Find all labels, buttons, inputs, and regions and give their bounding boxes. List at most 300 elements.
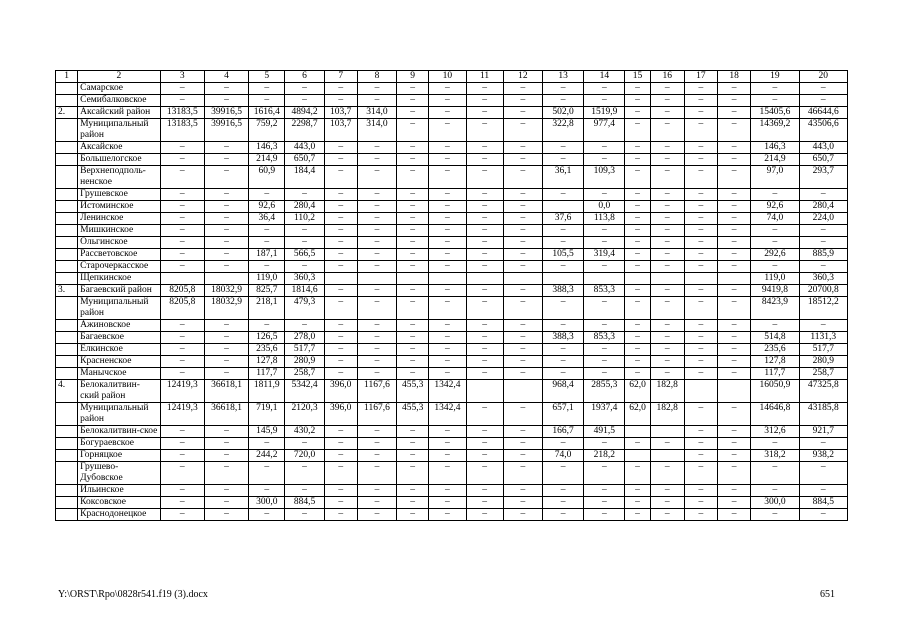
table-cell: 214,9 xyxy=(751,154,799,166)
table-cell: – xyxy=(466,225,503,237)
table-cell: – xyxy=(542,297,583,320)
table-cell: – xyxy=(650,249,684,261)
table-cell: – xyxy=(718,344,751,356)
table-cell: – xyxy=(204,166,248,189)
table-row xyxy=(56,213,848,225)
table-cell: – xyxy=(650,462,684,485)
table-cell: – xyxy=(466,450,503,462)
row-index xyxy=(56,344,78,356)
table-cell: – xyxy=(429,261,466,273)
table-cell: 14646,8 xyxy=(751,403,799,426)
table-cell: 1811,9 xyxy=(249,380,285,403)
table-cell: – xyxy=(466,426,503,438)
table-cell: – xyxy=(285,320,324,332)
table-cell xyxy=(429,273,466,285)
row-index xyxy=(56,332,78,344)
table-cell: 117,7 xyxy=(751,368,799,380)
table-cell xyxy=(650,273,684,285)
table-cell: – xyxy=(625,497,650,509)
table-cell: – xyxy=(584,237,625,249)
column-header: 19 xyxy=(751,71,799,83)
column-header: 9 xyxy=(397,71,429,83)
column-header: 4 xyxy=(204,71,248,83)
table-cell: – xyxy=(718,368,751,380)
table-cell: – xyxy=(625,297,650,320)
table-cell: – xyxy=(503,213,542,225)
table-cell: 39916,5 xyxy=(204,119,248,142)
table-cell: – xyxy=(249,237,285,249)
table-cell: – xyxy=(542,142,583,154)
table-cell: – xyxy=(542,485,583,497)
table-cell: – xyxy=(357,201,396,213)
table-cell: 502,0 xyxy=(542,107,583,119)
column-header: 20 xyxy=(799,71,847,83)
table-cell: – xyxy=(204,368,248,380)
table-cell xyxy=(397,273,429,285)
table-cell: – xyxy=(429,368,466,380)
table-row xyxy=(56,142,848,154)
table-cell: – xyxy=(204,485,248,497)
table-cell: – xyxy=(160,142,204,154)
column-header: 11 xyxy=(466,71,503,83)
table-cell: – xyxy=(751,261,799,273)
table-cell: – xyxy=(160,426,204,438)
table-cell: – xyxy=(357,249,396,261)
table-cell: 1167,6 xyxy=(357,403,396,426)
table-cell: – xyxy=(503,509,542,521)
table-cell: – xyxy=(684,356,717,368)
table-cell: 650,7 xyxy=(799,154,847,166)
table-cell: – xyxy=(650,119,684,142)
table-cell: 126,5 xyxy=(249,332,285,344)
row-name: Муниципальный район xyxy=(78,403,161,426)
table-cell: 37,6 xyxy=(542,213,583,225)
table-cell: – xyxy=(397,237,429,249)
table-cell: – xyxy=(503,438,542,450)
table-cell: 312,6 xyxy=(751,426,799,438)
table-cell: – xyxy=(625,332,650,344)
table-cell: – xyxy=(718,356,751,368)
table-cell: – xyxy=(285,237,324,249)
row-name: Аксайский район xyxy=(78,107,161,119)
table-cell: – xyxy=(429,497,466,509)
table-cell: – xyxy=(204,189,248,201)
table-cell: – xyxy=(650,154,684,166)
table-cell xyxy=(466,273,503,285)
table-cell: – xyxy=(542,497,583,509)
table-cell: – xyxy=(429,344,466,356)
table-cell: – xyxy=(718,166,751,189)
table-cell: – xyxy=(684,225,717,237)
table-cell: – xyxy=(584,297,625,320)
table-cell: – xyxy=(204,344,248,356)
table-cell: – xyxy=(650,297,684,320)
table-cell: – xyxy=(160,154,204,166)
table-cell: 97,0 xyxy=(751,166,799,189)
table-cell: – xyxy=(542,368,583,380)
table-cell: – xyxy=(324,368,357,380)
table-cell: – xyxy=(718,297,751,320)
table-cell xyxy=(204,273,248,285)
table-cell: – xyxy=(285,438,324,450)
table-cell: – xyxy=(650,438,684,450)
table-cell: – xyxy=(503,368,542,380)
table-cell: – xyxy=(625,509,650,521)
table-cell: 146,3 xyxy=(751,142,799,154)
table-cell: – xyxy=(204,201,248,213)
table-cell: – xyxy=(503,166,542,189)
table-cell xyxy=(684,380,717,403)
table-row xyxy=(56,485,848,497)
table-cell: – xyxy=(542,189,583,201)
table-cell: – xyxy=(503,201,542,213)
table-cell: – xyxy=(249,485,285,497)
row-name: Ильинское xyxy=(78,485,161,497)
table-cell: – xyxy=(684,485,717,497)
table-cell: – xyxy=(160,83,204,95)
table-row xyxy=(56,344,848,356)
table-cell: – xyxy=(718,201,751,213)
table-cell: 4894,2 xyxy=(285,107,324,119)
table-cell: 113,8 xyxy=(584,213,625,225)
row-index xyxy=(56,297,78,320)
table-cell: – xyxy=(650,95,684,107)
table-cell: – xyxy=(160,237,204,249)
table-cell: – xyxy=(718,213,751,225)
table-cell: – xyxy=(397,462,429,485)
table-cell: – xyxy=(684,368,717,380)
table-cell: – xyxy=(542,154,583,166)
table-cell: 110,2 xyxy=(285,213,324,225)
table-cell: 36,1 xyxy=(542,166,583,189)
row-index: 2. xyxy=(56,107,78,119)
table-cell: – xyxy=(466,485,503,497)
row-name: Семибалковское xyxy=(78,95,161,107)
table-cell: – xyxy=(625,237,650,249)
table-cell: – xyxy=(684,249,717,261)
row-name: Богураевское xyxy=(78,438,161,450)
table-cell: – xyxy=(160,166,204,189)
row-name: Белокалитвин-ский район xyxy=(78,380,161,403)
table-cell: – xyxy=(466,285,503,297)
table-cell: 479,3 xyxy=(285,297,324,320)
table-cell: – xyxy=(204,237,248,249)
table-row xyxy=(56,166,848,189)
table-row xyxy=(56,509,848,521)
table-cell: – xyxy=(625,462,650,485)
table-cell: – xyxy=(542,462,583,485)
table-cell: – xyxy=(285,189,324,201)
table-cell: – xyxy=(397,438,429,450)
table-cell: 455,3 xyxy=(397,403,429,426)
table-cell: – xyxy=(718,189,751,201)
table-cell: – xyxy=(357,509,396,521)
column-header: 12 xyxy=(503,71,542,83)
table-cell: 43185,8 xyxy=(799,403,847,426)
table-row xyxy=(56,119,848,142)
column-header: 14 xyxy=(584,71,625,83)
row-index xyxy=(56,273,78,285)
row-name: Ленинское xyxy=(78,213,161,225)
table-cell: – xyxy=(650,285,684,297)
table-cell: – xyxy=(160,213,204,225)
row-name: Щепкинское xyxy=(78,273,161,285)
table-cell: – xyxy=(584,368,625,380)
table-cell: – xyxy=(429,119,466,142)
table-cell: – xyxy=(751,485,799,497)
table-cell: 13183,5 xyxy=(160,119,204,142)
row-index xyxy=(56,485,78,497)
table-cell: – xyxy=(397,426,429,438)
row-index xyxy=(56,438,78,450)
table-cell: 60,9 xyxy=(249,166,285,189)
column-header: 1 xyxy=(56,71,78,83)
table-cell: – xyxy=(397,154,429,166)
table-cell: – xyxy=(429,438,466,450)
table-cell: 300,0 xyxy=(249,497,285,509)
table-cell: – xyxy=(397,368,429,380)
table-cell: – xyxy=(650,201,684,213)
table-cell: – xyxy=(751,95,799,107)
table-cell: 1342,4 xyxy=(429,403,466,426)
table-cell: – xyxy=(718,462,751,485)
row-name: Грушевское xyxy=(78,189,161,201)
table-cell: – xyxy=(429,142,466,154)
table-row xyxy=(56,332,848,344)
table-cell: – xyxy=(799,509,847,521)
table-cell: – xyxy=(357,166,396,189)
table-cell: 117,7 xyxy=(249,368,285,380)
table-cell: – xyxy=(285,485,324,497)
table-cell: – xyxy=(466,119,503,142)
table-cell: – xyxy=(357,225,396,237)
table-cell: – xyxy=(684,509,717,521)
table-cell: 46644,6 xyxy=(799,107,847,119)
table-cell: – xyxy=(718,450,751,462)
row-name: Белокалитвин-ское xyxy=(78,426,161,438)
table-cell: – xyxy=(799,237,847,249)
table-cell: – xyxy=(429,225,466,237)
table-cell xyxy=(650,426,684,438)
table-cell xyxy=(718,273,751,285)
table-cell: – xyxy=(204,450,248,462)
table-cell: – xyxy=(718,403,751,426)
table-cell: – xyxy=(751,320,799,332)
table-cell: 43506,6 xyxy=(799,119,847,142)
table-cell: – xyxy=(584,462,625,485)
table-cell: – xyxy=(204,261,248,273)
table-cell: 0,0 xyxy=(584,201,625,213)
table-cell: – xyxy=(324,320,357,332)
table-cell: – xyxy=(249,261,285,273)
table-cell: – xyxy=(429,485,466,497)
table-cell: 360,3 xyxy=(799,273,847,285)
table-cell: – xyxy=(429,189,466,201)
table-cell: – xyxy=(324,83,357,95)
table-cell: – xyxy=(357,154,396,166)
table-cell: – xyxy=(285,225,324,237)
table-cell: – xyxy=(625,356,650,368)
table-cell: – xyxy=(684,344,717,356)
table-cell: – xyxy=(397,332,429,344)
table-cell: – xyxy=(718,485,751,497)
table-cell: – xyxy=(503,261,542,273)
table-cell: – xyxy=(160,332,204,344)
row-index xyxy=(56,356,78,368)
table-cell: – xyxy=(584,438,625,450)
table-cell: 15405,6 xyxy=(751,107,799,119)
table-cell: – xyxy=(285,261,324,273)
table-cell: – xyxy=(466,201,503,213)
table-cell xyxy=(584,273,625,285)
table-cell: – xyxy=(160,497,204,509)
table-cell: – xyxy=(625,225,650,237)
column-header: 17 xyxy=(684,71,717,83)
table-cell: – xyxy=(466,142,503,154)
table-row xyxy=(56,107,848,119)
table-row xyxy=(56,201,848,213)
page-number: 651 xyxy=(820,589,835,600)
table-cell: – xyxy=(324,426,357,438)
table-row xyxy=(56,368,848,380)
table-cell: 74,0 xyxy=(751,213,799,225)
table-cell: – xyxy=(503,297,542,320)
table-cell: – xyxy=(718,154,751,166)
table-cell: – xyxy=(466,297,503,320)
row-name: Старочеркасское xyxy=(78,261,161,273)
table-cell: 103,7 xyxy=(324,119,357,142)
table-cell: – xyxy=(503,497,542,509)
table-cell: – xyxy=(357,344,396,356)
table-cell: – xyxy=(503,119,542,142)
table-cell: – xyxy=(542,356,583,368)
row-name: Манычское xyxy=(78,368,161,380)
table-cell: 258,7 xyxy=(285,368,324,380)
table-cell: 278,0 xyxy=(285,332,324,344)
table-cell: 853,3 xyxy=(584,332,625,344)
table-cell: – xyxy=(429,95,466,107)
table-cell: – xyxy=(684,237,717,249)
table-cell: – xyxy=(429,297,466,320)
table-cell: 1131,3 xyxy=(799,332,847,344)
table-cell: – xyxy=(160,225,204,237)
table-cell: – xyxy=(650,497,684,509)
table-cell: – xyxy=(397,450,429,462)
table-cell: – xyxy=(684,261,717,273)
table-row xyxy=(56,237,848,249)
row-name: Самарское xyxy=(78,83,161,95)
table-cell: 300,0 xyxy=(751,497,799,509)
table-cell: – xyxy=(160,356,204,368)
table-cell: 47325,8 xyxy=(799,380,847,403)
table-cell: – xyxy=(542,237,583,249)
table-cell xyxy=(718,380,751,403)
row-index xyxy=(56,201,78,213)
table-cell: 1342,4 xyxy=(429,380,466,403)
table-row xyxy=(56,189,848,201)
row-name: Ажиновское xyxy=(78,320,161,332)
table-cell: 109,3 xyxy=(584,166,625,189)
table-cell: – xyxy=(160,485,204,497)
row-index xyxy=(56,166,78,189)
table-cell: – xyxy=(397,189,429,201)
table-cell: – xyxy=(542,509,583,521)
row-index xyxy=(56,225,78,237)
column-header: 5 xyxy=(249,71,285,83)
table-cell: – xyxy=(718,438,751,450)
table-cell: – xyxy=(160,509,204,521)
row-name: Ольгинское xyxy=(78,237,161,249)
table-cell: 214,9 xyxy=(249,154,285,166)
table-cell: – xyxy=(324,509,357,521)
table-row xyxy=(56,320,848,332)
table-cell: – xyxy=(584,497,625,509)
table-cell: – xyxy=(285,83,324,95)
table-row xyxy=(56,438,848,450)
table-cell: 18032,9 xyxy=(204,285,248,297)
table-cell: – xyxy=(324,249,357,261)
table-cell: – xyxy=(584,83,625,95)
table-row xyxy=(56,380,848,403)
table-cell: – xyxy=(650,107,684,119)
table-cell: – xyxy=(357,95,396,107)
table-cell: – xyxy=(204,497,248,509)
table-cell: – xyxy=(625,438,650,450)
column-header: 15 xyxy=(625,71,650,83)
table-cell: – xyxy=(249,320,285,332)
table-cell: – xyxy=(397,356,429,368)
row-index xyxy=(56,462,78,485)
table-cell: – xyxy=(285,95,324,107)
table-cell: 491,5 xyxy=(584,426,625,438)
table-cell: 388,3 xyxy=(542,285,583,297)
table-cell: – xyxy=(160,344,204,356)
table-cell: 18032,9 xyxy=(204,297,248,320)
row-name: Грушево-Дубовское xyxy=(78,462,161,485)
table-row xyxy=(56,403,848,426)
table-cell: – xyxy=(650,320,684,332)
table-cell: – xyxy=(503,107,542,119)
table-cell: – xyxy=(429,166,466,189)
row-name: Большелогское xyxy=(78,154,161,166)
table-cell: 280,9 xyxy=(799,356,847,368)
table-cell: – xyxy=(397,213,429,225)
table-cell: 16050,9 xyxy=(751,380,799,403)
table-cell: – xyxy=(684,285,717,297)
table-row xyxy=(56,297,848,320)
table-cell: – xyxy=(160,438,204,450)
table-cell: – xyxy=(357,297,396,320)
table-cell: – xyxy=(751,462,799,485)
table-cell: – xyxy=(650,142,684,154)
table-cell: – xyxy=(466,356,503,368)
table-cell: – xyxy=(684,438,717,450)
row-index xyxy=(56,426,78,438)
table-cell: 39916,5 xyxy=(204,107,248,119)
row-name: Муниципальный район xyxy=(78,297,161,320)
table-cell: – xyxy=(357,285,396,297)
table-row xyxy=(56,462,848,485)
table-cell: – xyxy=(684,201,717,213)
column-header: 8 xyxy=(357,71,396,83)
table-cell: – xyxy=(625,344,650,356)
table-cell: – xyxy=(684,119,717,142)
row-name: Мишкинское xyxy=(78,225,161,237)
table-cell: – xyxy=(429,107,466,119)
table-cell: – xyxy=(160,368,204,380)
column-header: 6 xyxy=(285,71,324,83)
table-cell: – xyxy=(249,438,285,450)
